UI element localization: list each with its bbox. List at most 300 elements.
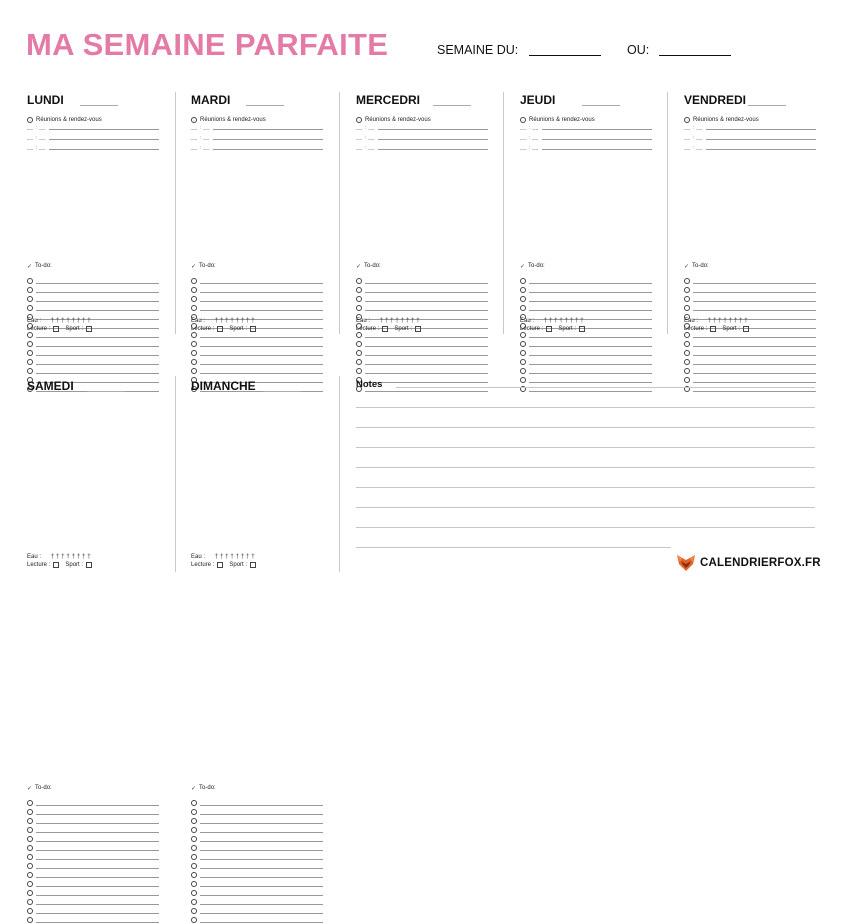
todo-checkbox[interactable]	[356, 350, 362, 356]
water-glass-icon[interactable]: †	[81, 553, 86, 560]
water-glass-icon[interactable]: †	[76, 317, 81, 324]
todo-line[interactable]	[200, 850, 323, 851]
reading-checkbox[interactable]	[217, 562, 223, 568]
todo-item[interactable]	[27, 285, 159, 294]
meeting-line[interactable]	[49, 129, 159, 130]
sport-checkbox[interactable]	[415, 326, 421, 332]
todo-checkbox[interactable]	[191, 350, 197, 356]
todo-line[interactable]	[200, 364, 323, 365]
water-glass-icon[interactable]: †	[214, 317, 219, 324]
meeting-line[interactable]	[378, 139, 488, 140]
water-glass-icon[interactable]: †	[50, 553, 55, 560]
water-glass-icon[interactable]: †	[230, 553, 234, 560]
todo-checkbox[interactable]	[191, 827, 197, 833]
todo-line[interactable]	[529, 364, 652, 365]
water-glass-icon[interactable]: †	[71, 317, 76, 324]
todo-item[interactable]	[684, 285, 816, 294]
meeting-line[interactable]	[706, 139, 816, 140]
day-date-blank[interactable]	[748, 105, 786, 106]
todo-item[interactable]	[27, 276, 159, 285]
todo-line[interactable]	[200, 859, 323, 860]
todo-checkbox[interactable]	[27, 917, 33, 923]
todo-line[interactable]	[529, 382, 652, 383]
todo-line[interactable]	[529, 310, 652, 311]
water-glass-icon[interactable]: †	[81, 317, 86, 324]
water-glass-icon[interactable]: †	[214, 553, 219, 560]
water-glass-icon[interactable]: †	[564, 317, 569, 324]
day-date-blank[interactable]	[263, 391, 301, 392]
todo-checkbox[interactable]	[520, 341, 526, 347]
water-glass-icon[interactable]: †	[712, 317, 717, 324]
todo-checkbox[interactable]	[191, 908, 197, 914]
todo-item[interactable]	[27, 879, 159, 888]
todo-item[interactable]	[520, 375, 652, 384]
water-glass-icon[interactable]: †	[728, 317, 733, 324]
todo-item[interactable]	[191, 357, 323, 366]
water-glass-icon[interactable]: †	[416, 317, 420, 324]
todo-checkbox[interactable]	[27, 908, 33, 914]
water-glass-icon[interactable]: †	[738, 317, 743, 324]
todo-line[interactable]	[365, 364, 488, 365]
todo-item[interactable]	[191, 843, 323, 852]
todo-checkbox[interactable]	[191, 800, 197, 806]
todo-item[interactable]	[27, 888, 159, 897]
water-glass-icon[interactable]: †	[235, 553, 240, 560]
water-glass-icon[interactable]: †	[219, 553, 224, 560]
todo-line[interactable]	[200, 823, 323, 824]
todo-line[interactable]	[529, 283, 652, 284]
water-glass-icon[interactable]: †	[235, 317, 240, 324]
todo-line[interactable]	[36, 886, 159, 887]
meeting-row[interactable]	[520, 145, 652, 151]
todo-checkbox[interactable]	[684, 278, 690, 284]
water-glass-icon[interactable]: †	[55, 317, 60, 324]
todo-checkbox[interactable]	[684, 332, 690, 338]
todo-line[interactable]	[36, 823, 159, 824]
meeting-row[interactable]	[520, 135, 652, 141]
todo-line[interactable]	[36, 832, 159, 833]
todo-line[interactable]	[36, 364, 159, 365]
todo-item[interactable]	[191, 906, 323, 915]
todo-item[interactable]	[520, 294, 652, 303]
notes-line[interactable]	[356, 547, 671, 548]
todo-checkbox[interactable]	[191, 845, 197, 851]
todo-line[interactable]	[36, 904, 159, 905]
todo-checkbox[interactable]	[27, 809, 33, 815]
todo-item[interactable]	[356, 285, 488, 294]
todo-item[interactable]	[520, 303, 652, 312]
reading-checkbox[interactable]	[217, 326, 223, 332]
todo-checkbox[interactable]	[356, 278, 362, 284]
todo-checkbox[interactable]	[356, 332, 362, 338]
todo-checkbox[interactable]	[191, 854, 197, 860]
todo-line[interactable]	[693, 292, 816, 293]
todo-item[interactable]	[191, 825, 323, 834]
todo-line[interactable]	[365, 355, 488, 356]
todo-checkbox[interactable]	[356, 359, 362, 365]
todo-item[interactable]	[191, 285, 323, 294]
todo-item[interactable]	[27, 906, 159, 915]
meeting-row[interactable]	[27, 125, 159, 131]
todo-item[interactable]	[27, 861, 159, 870]
todo-checkbox[interactable]	[27, 296, 33, 302]
todo-checkbox[interactable]	[27, 350, 33, 356]
todo-item[interactable]	[191, 834, 323, 843]
water-glass-icon[interactable]: †	[718, 317, 722, 324]
todo-checkbox[interactable]	[27, 890, 33, 896]
water-glass-icon[interactable]: †	[71, 553, 76, 560]
todo-line[interactable]	[529, 355, 652, 356]
todo-checkbox[interactable]	[191, 296, 197, 302]
todo-item[interactable]	[27, 798, 159, 807]
water-glass-icon[interactable]: †	[554, 317, 558, 324]
water-glass-icon[interactable]: †	[87, 317, 91, 324]
todo-line[interactable]	[693, 355, 816, 356]
todo-checkbox[interactable]	[520, 350, 526, 356]
todo-checkbox[interactable]	[684, 377, 690, 383]
todo-line[interactable]	[36, 373, 159, 374]
todo-line[interactable]	[200, 922, 323, 923]
todo-line[interactable]	[36, 859, 159, 860]
todo-line[interactable]	[36, 805, 159, 806]
todo-checkbox[interactable]	[191, 818, 197, 824]
meeting-row[interactable]	[27, 145, 159, 151]
todo-checkbox[interactable]	[27, 836, 33, 842]
todo-line[interactable]	[693, 391, 816, 392]
todo-line[interactable]	[200, 886, 323, 887]
meeting-line[interactable]	[542, 129, 652, 130]
water-glass-icon[interactable]: †	[61, 553, 65, 560]
todo-line[interactable]	[365, 373, 488, 374]
water-glass-icon[interactable]: †	[240, 553, 245, 560]
meeting-line[interactable]	[213, 129, 323, 130]
water-glass-icon[interactable]: †	[390, 317, 394, 324]
water-glass-icon[interactable]: †	[400, 317, 405, 324]
todo-item[interactable]	[27, 339, 159, 348]
todo-item[interactable]	[684, 276, 816, 285]
water-glass-icon[interactable]: †	[574, 317, 579, 324]
meeting-row[interactable]	[684, 145, 816, 151]
todo-line[interactable]	[36, 355, 159, 356]
reading-checkbox[interactable]	[382, 326, 388, 332]
water-glass-icon[interactable]: †	[559, 317, 563, 324]
todo-line[interactable]	[200, 868, 323, 869]
todo-item[interactable]	[356, 357, 488, 366]
todo-checkbox[interactable]	[27, 305, 33, 311]
todo-checkbox[interactable]	[191, 341, 197, 347]
todo-item[interactable]	[684, 375, 816, 384]
water-glass-icon[interactable]: †	[569, 317, 574, 324]
todo-item[interactable]	[356, 303, 488, 312]
todo-item[interactable]	[27, 348, 159, 357]
day-date-blank[interactable]	[246, 105, 284, 106]
todo-line[interactable]	[365, 382, 488, 383]
todo-item[interactable]	[191, 303, 323, 312]
todo-line[interactable]	[36, 310, 159, 311]
todo-line[interactable]	[200, 895, 323, 896]
todo-line[interactable]	[200, 913, 323, 914]
todo-checkbox[interactable]	[520, 377, 526, 383]
todo-checkbox[interactable]	[191, 809, 197, 815]
todo-item[interactable]	[27, 870, 159, 879]
sport-checkbox[interactable]	[743, 326, 749, 332]
todo-line[interactable]	[529, 373, 652, 374]
todo-item[interactable]	[27, 852, 159, 861]
day-date-blank[interactable]	[80, 105, 118, 106]
water-glass-icon[interactable]: †	[395, 317, 399, 324]
todo-item[interactable]	[684, 294, 816, 303]
todo-checkbox[interactable]	[356, 341, 362, 347]
todo-item[interactable]	[27, 303, 159, 312]
todo-line[interactable]	[200, 310, 323, 311]
todo-line[interactable]	[693, 364, 816, 365]
todo-line[interactable]	[529, 301, 652, 302]
todo-item[interactable]	[191, 915, 323, 924]
todo-line[interactable]	[200, 841, 323, 842]
todo-checkbox[interactable]	[520, 305, 526, 311]
meeting-line[interactable]	[542, 149, 652, 150]
todo-line[interactable]	[200, 292, 323, 293]
todo-checkbox[interactable]	[27, 359, 33, 365]
todo-item[interactable]	[27, 897, 159, 906]
todo-line[interactable]	[693, 283, 816, 284]
todo-line[interactable]	[693, 382, 816, 383]
todo-item[interactable]	[191, 870, 323, 879]
notes-line[interactable]	[396, 387, 815, 388]
meeting-line[interactable]	[213, 149, 323, 150]
todo-checkbox[interactable]	[684, 305, 690, 311]
todo-line[interactable]	[200, 301, 323, 302]
todo-item[interactable]	[684, 303, 816, 312]
todo-item[interactable]	[520, 357, 652, 366]
todo-checkbox[interactable]	[27, 881, 33, 887]
todo-item[interactable]	[520, 285, 652, 294]
notes-line[interactable]	[356, 507, 815, 508]
sport-checkbox[interactable]	[250, 562, 256, 568]
todo-checkbox[interactable]	[191, 917, 197, 923]
todo-item[interactable]	[27, 915, 159, 924]
todo-item[interactable]	[356, 294, 488, 303]
todo-line[interactable]	[200, 814, 323, 815]
todo-checkbox[interactable]	[191, 881, 197, 887]
todo-item[interactable]	[191, 294, 323, 303]
week-from-blank[interactable]	[529, 55, 601, 56]
todo-checkbox[interactable]	[520, 296, 526, 302]
todo-line[interactable]	[36, 814, 159, 815]
todo-line[interactable]	[36, 922, 159, 923]
water-glass-icon[interactable]: †	[723, 317, 727, 324]
water-glass-icon[interactable]: †	[219, 317, 224, 324]
meeting-row[interactable]	[356, 125, 488, 131]
meeting-line[interactable]	[378, 129, 488, 130]
todo-line[interactable]	[365, 391, 488, 392]
meeting-row[interactable]	[356, 145, 488, 151]
todo-checkbox[interactable]	[520, 359, 526, 365]
water-glass-icon[interactable]: †	[87, 553, 91, 560]
todo-checkbox[interactable]	[27, 800, 33, 806]
todo-item[interactable]	[684, 366, 816, 375]
day-date-blank[interactable]	[87, 391, 125, 392]
todo-checkbox[interactable]	[684, 350, 690, 356]
todo-checkbox[interactable]	[27, 872, 33, 878]
todo-checkbox[interactable]	[27, 827, 33, 833]
todo-item[interactable]	[684, 348, 816, 357]
todo-checkbox[interactable]	[191, 899, 197, 905]
todo-line[interactable]	[365, 310, 488, 311]
notes-line[interactable]	[356, 487, 815, 488]
water-glass-icon[interactable]: †	[707, 317, 712, 324]
todo-item[interactable]	[191, 807, 323, 816]
sport-checkbox[interactable]	[250, 326, 256, 332]
todo-checkbox[interactable]	[356, 287, 362, 293]
todo-line[interactable]	[36, 913, 159, 914]
meeting-row[interactable]	[191, 125, 323, 131]
todo-item[interactable]	[27, 294, 159, 303]
todo-line[interactable]	[200, 832, 323, 833]
todo-checkbox[interactable]	[684, 359, 690, 365]
todo-item[interactable]	[191, 897, 323, 906]
todo-checkbox[interactable]	[356, 305, 362, 311]
water-glass-icon[interactable]: †	[251, 553, 255, 560]
notes-line[interactable]	[356, 467, 815, 468]
todo-line[interactable]	[200, 283, 323, 284]
water-glass-icon[interactable]: †	[66, 317, 70, 324]
meeting-row[interactable]	[356, 135, 488, 141]
meeting-row[interactable]	[191, 145, 323, 151]
todo-item[interactable]	[684, 384, 816, 393]
todo-line[interactable]	[36, 895, 159, 896]
todo-item[interactable]	[684, 339, 816, 348]
water-glass-icon[interactable]: †	[733, 317, 738, 324]
todo-checkbox[interactable]	[27, 854, 33, 860]
water-glass-icon[interactable]: †	[548, 317, 553, 324]
todo-line[interactable]	[200, 337, 323, 338]
todo-checkbox[interactable]	[27, 278, 33, 284]
todo-checkbox[interactable]	[27, 845, 33, 851]
todo-item[interactable]	[27, 825, 159, 834]
todo-item[interactable]	[356, 339, 488, 348]
todo-item[interactable]	[191, 798, 323, 807]
todo-checkbox[interactable]	[191, 872, 197, 878]
todo-line[interactable]	[36, 346, 159, 347]
sport-checkbox[interactable]	[579, 326, 585, 332]
water-glass-icon[interactable]: †	[55, 553, 60, 560]
notes-line[interactable]	[356, 447, 815, 448]
todo-item[interactable]	[520, 348, 652, 357]
water-glass-icon[interactable]: †	[251, 317, 255, 324]
todo-line[interactable]	[200, 346, 323, 347]
todo-line[interactable]	[200, 877, 323, 878]
todo-checkbox[interactable]	[684, 296, 690, 302]
todo-item[interactable]	[191, 888, 323, 897]
todo-line[interactable]	[693, 310, 816, 311]
water-glass-icon[interactable]: †	[384, 317, 389, 324]
todo-item[interactable]	[356, 348, 488, 357]
todo-line[interactable]	[200, 373, 323, 374]
todo-line[interactable]	[36, 283, 159, 284]
todo-checkbox[interactable]	[356, 296, 362, 302]
reading-checkbox[interactable]	[546, 326, 552, 332]
meeting-row[interactable]	[191, 135, 323, 141]
todo-item[interactable]	[520, 366, 652, 375]
todo-item[interactable]	[191, 339, 323, 348]
todo-item[interactable]	[27, 357, 159, 366]
sport-checkbox[interactable]	[86, 562, 92, 568]
todo-item[interactable]	[684, 357, 816, 366]
todo-line[interactable]	[36, 841, 159, 842]
todo-line[interactable]	[365, 292, 488, 293]
todo-item[interactable]	[27, 816, 159, 825]
todo-line[interactable]	[200, 355, 323, 356]
todo-checkbox[interactable]	[191, 332, 197, 338]
water-glass-icon[interactable]: †	[61, 317, 65, 324]
reading-checkbox[interactable]	[53, 326, 59, 332]
meeting-line[interactable]	[542, 139, 652, 140]
todo-line[interactable]	[365, 337, 488, 338]
todo-checkbox[interactable]	[684, 287, 690, 293]
todo-checkbox[interactable]	[684, 368, 690, 374]
todo-line[interactable]	[529, 346, 652, 347]
todo-checkbox[interactable]	[27, 341, 33, 347]
todo-checkbox[interactable]	[520, 332, 526, 338]
notes-line[interactable]	[356, 427, 815, 428]
water-glass-icon[interactable]: †	[240, 317, 245, 324]
water-glass-icon[interactable]: †	[66, 553, 70, 560]
water-glass-icon[interactable]: †	[76, 553, 81, 560]
todo-line[interactable]	[365, 283, 488, 284]
todo-item[interactable]	[27, 834, 159, 843]
notes-line[interactable]	[356, 407, 815, 408]
todo-item[interactable]	[191, 879, 323, 888]
meeting-row[interactable]	[684, 125, 816, 131]
week-or-blank[interactable]	[659, 55, 731, 56]
meeting-line[interactable]	[213, 139, 323, 140]
meeting-line[interactable]	[706, 129, 816, 130]
sport-checkbox[interactable]	[86, 326, 92, 332]
reading-checkbox[interactable]	[710, 326, 716, 332]
meeting-row[interactable]	[684, 135, 816, 141]
meeting-line[interactable]	[706, 149, 816, 150]
water-glass-icon[interactable]: †	[225, 317, 229, 324]
todo-line[interactable]	[36, 337, 159, 338]
todo-line[interactable]	[36, 868, 159, 869]
todo-line[interactable]	[529, 337, 652, 338]
todo-item[interactable]	[520, 384, 652, 393]
todo-line[interactable]	[693, 337, 816, 338]
todo-line[interactable]	[693, 373, 816, 374]
meeting-line[interactable]	[49, 149, 159, 150]
todo-checkbox[interactable]	[520, 278, 526, 284]
todo-checkbox[interactable]	[27, 368, 33, 374]
todo-checkbox[interactable]	[356, 368, 362, 374]
todo-checkbox[interactable]	[27, 863, 33, 869]
todo-checkbox[interactable]	[191, 287, 197, 293]
water-glass-icon[interactable]: †	[744, 317, 748, 324]
todo-checkbox[interactable]	[191, 359, 197, 365]
todo-item[interactable]	[27, 807, 159, 816]
todo-line[interactable]	[36, 877, 159, 878]
todo-item[interactable]	[356, 366, 488, 375]
todo-line[interactable]	[529, 292, 652, 293]
reading-checkbox[interactable]	[53, 562, 59, 568]
water-glass-icon[interactable]: †	[405, 317, 410, 324]
water-glass-icon[interactable]: †	[230, 317, 234, 324]
todo-item[interactable]	[191, 348, 323, 357]
todo-item[interactable]	[191, 366, 323, 375]
water-glass-icon[interactable]: †	[245, 317, 250, 324]
meeting-line[interactable]	[378, 149, 488, 150]
todo-checkbox[interactable]	[191, 836, 197, 842]
